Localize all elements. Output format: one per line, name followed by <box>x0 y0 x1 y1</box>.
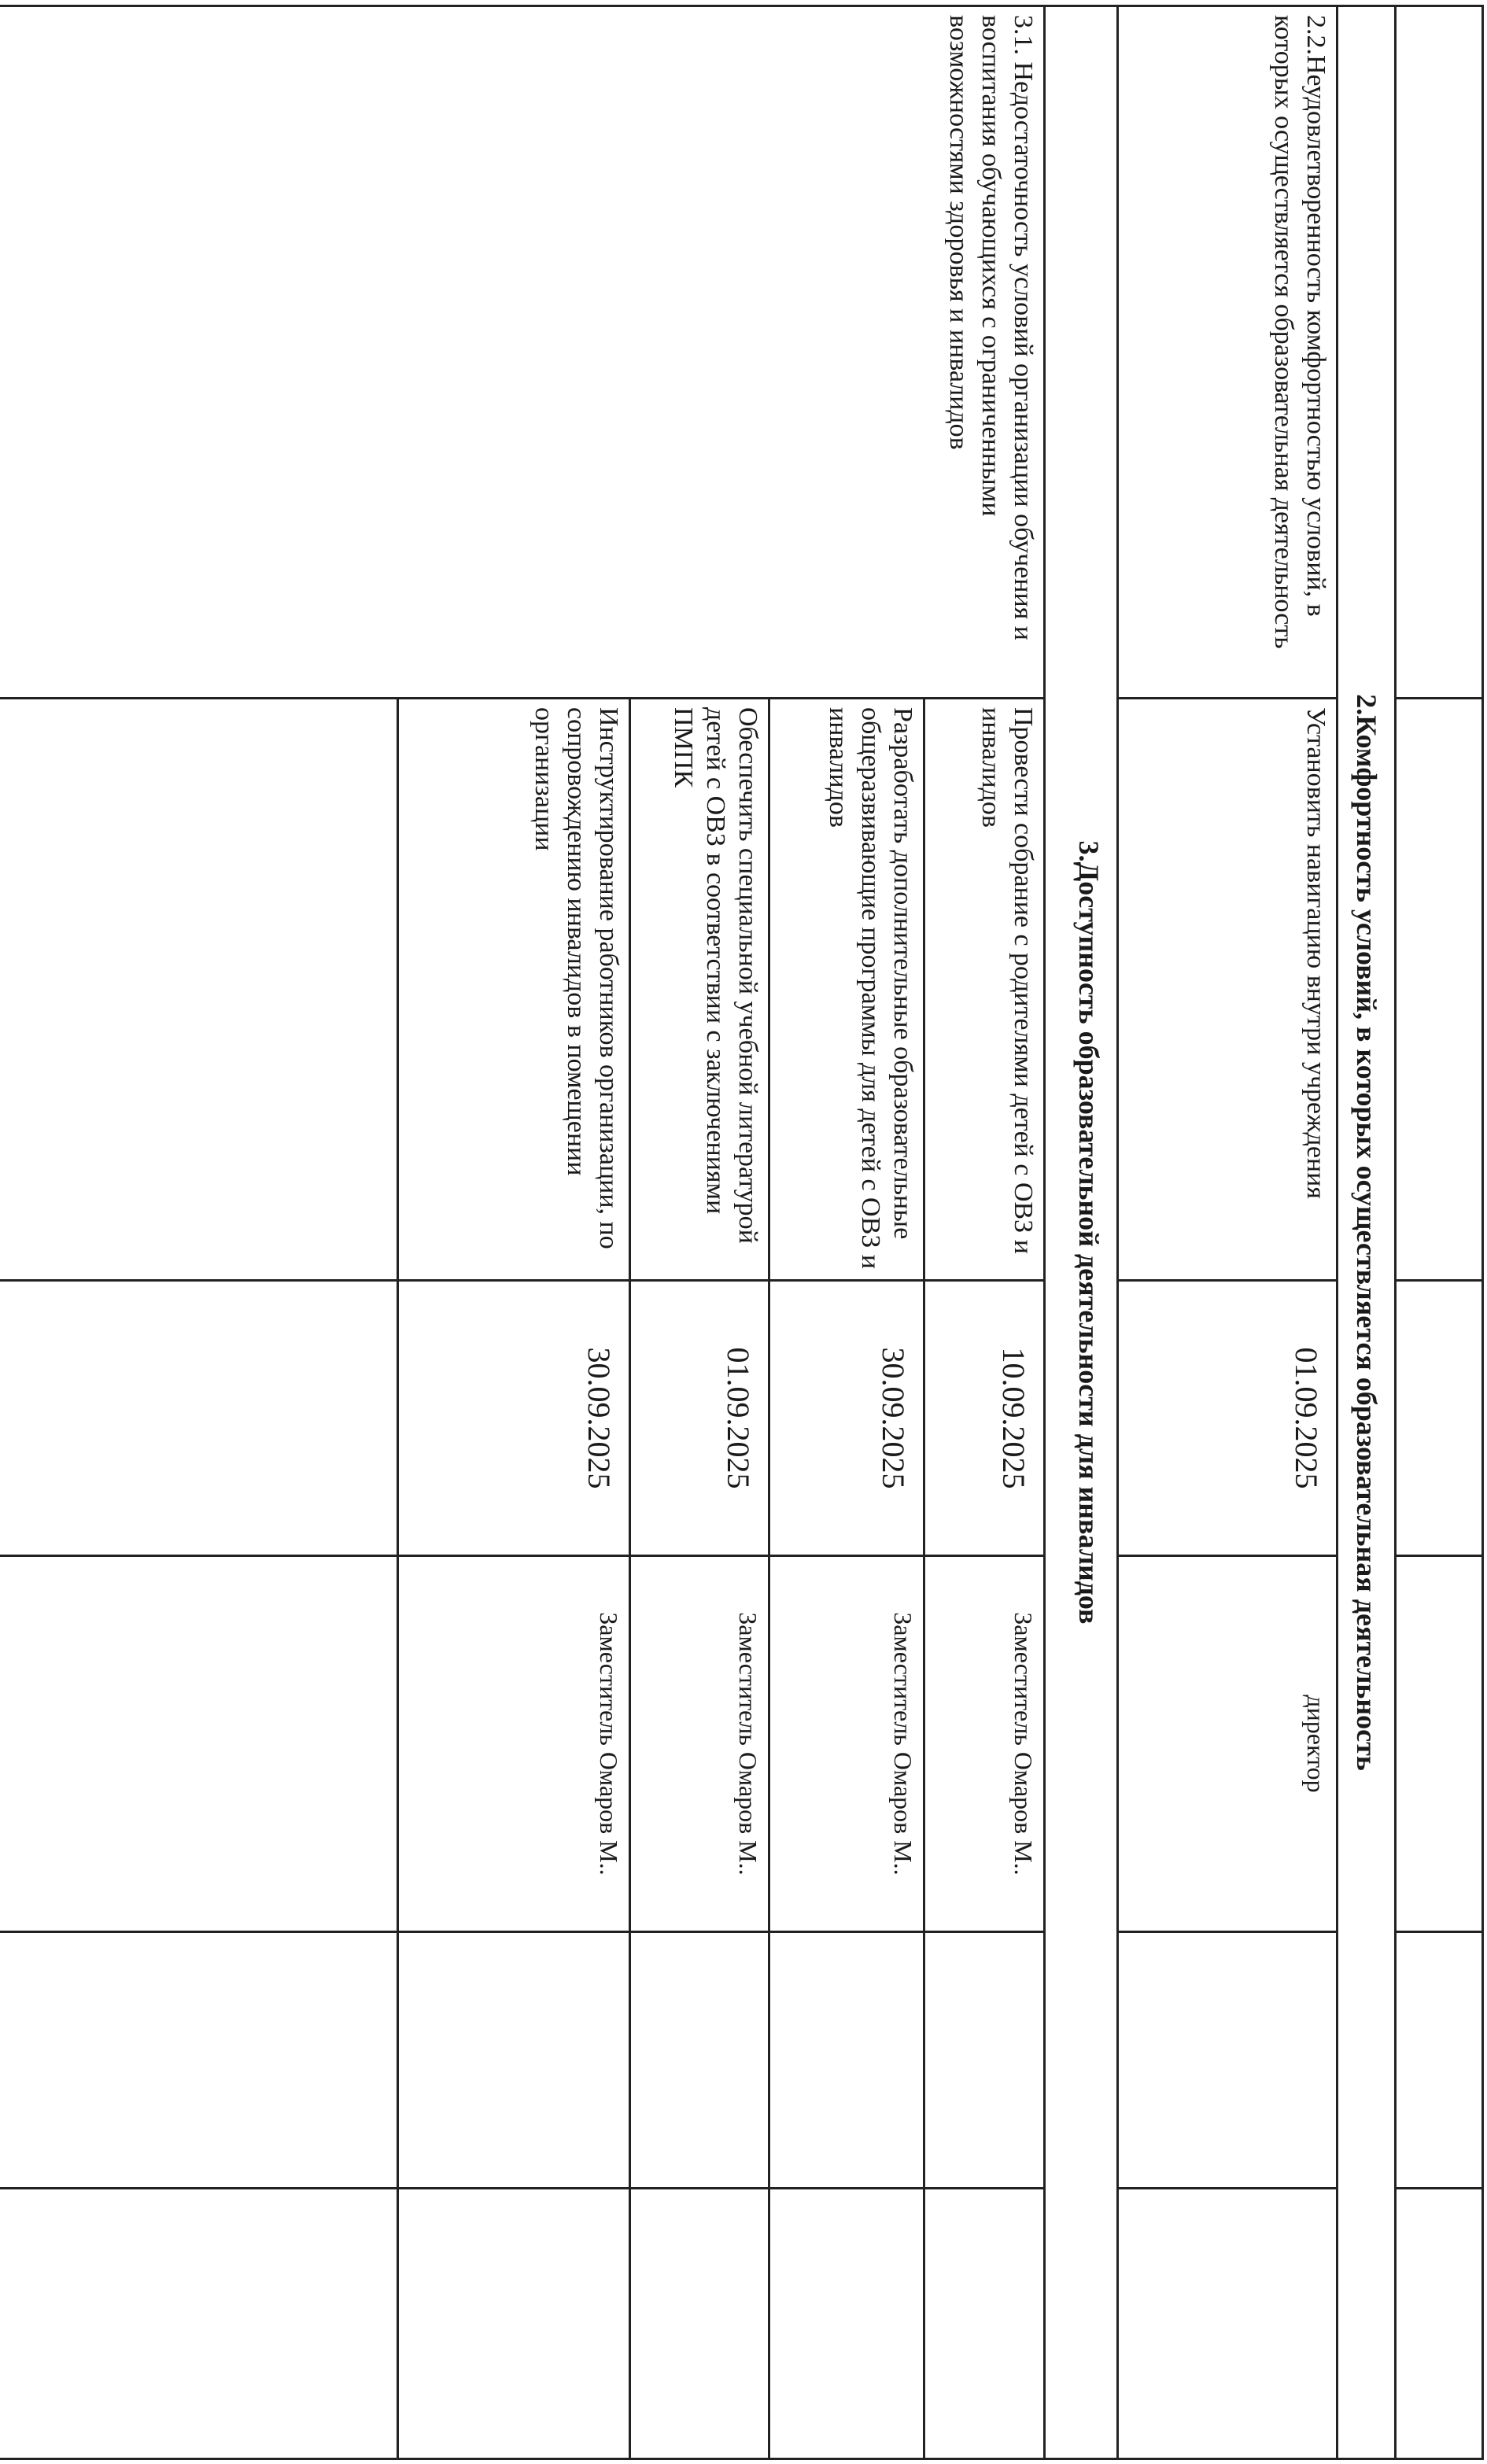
measure-cell: Провести собрание с родителями детей с ОВЗ и инвалидов <box>924 699 1044 1281</box>
deadline-cell: 01.09.2025 <box>629 1281 769 1556</box>
measure-cell: Инструктирование работников организации, по сопровождению инвалидов в помещении организации <box>397 699 629 1281</box>
deadline-cell: 30.09.2025 <box>769 1281 924 1556</box>
action-plan-table <box>0 5 1484 2460</box>
problem-cell: 3.1. Недостаточность условий организации обучения и воспитания обучающихся с ограниченными возможностями здоровья и инвалидов <box>0 6 1044 699</box>
table-row <box>1396 6 1483 2459</box>
responsible-cell: директор <box>1117 1556 1337 1932</box>
deadline-cell: 01.09.2025 <box>1117 1281 1337 1556</box>
responsible-cell: Заместитель Омаров М.. <box>769 1556 924 1932</box>
section-2-title: 2.Комфортность условий, в которых осуществляется образовательная деятельность <box>1337 6 1395 2459</box>
deadline-cell: 30.09.2025 <box>397 1281 629 1556</box>
measure-cell: Установить навигацию внутри учреждения <box>1117 699 1337 1281</box>
section-header <box>1337 6 1395 2459</box>
deadline-cell: 10.09.2025 <box>924 1281 1044 1556</box>
responsible-cell: Заместитель Омаров М.. <box>397 1556 629 1932</box>
measure-cell: Обеспечить специальной учебной литературой детей с ОВЗ в соответствии с заключениями ПМПК <box>629 699 769 1281</box>
responsible-cell: Заместитель Омаров М.. <box>629 1556 769 1932</box>
responsible-cell: Заместитель Омаров М.. <box>924 1556 1044 1932</box>
problem-cell: 2.2.Неудовлетворенность комфортностью условий, в которых осуществляется образовательная деятельность <box>1117 6 1337 699</box>
section-3-title: 3.Доступность образовательной деятельности для инвалидов <box>1044 6 1117 2459</box>
table-row <box>1117 6 1337 2459</box>
table-row <box>924 6 1044 2459</box>
section-header <box>1044 6 1117 2459</box>
measure-cell: Разработать дополнительные образовательные общеразвивающие программы для детей с ОВЗ и инвалидов <box>769 699 924 1281</box>
